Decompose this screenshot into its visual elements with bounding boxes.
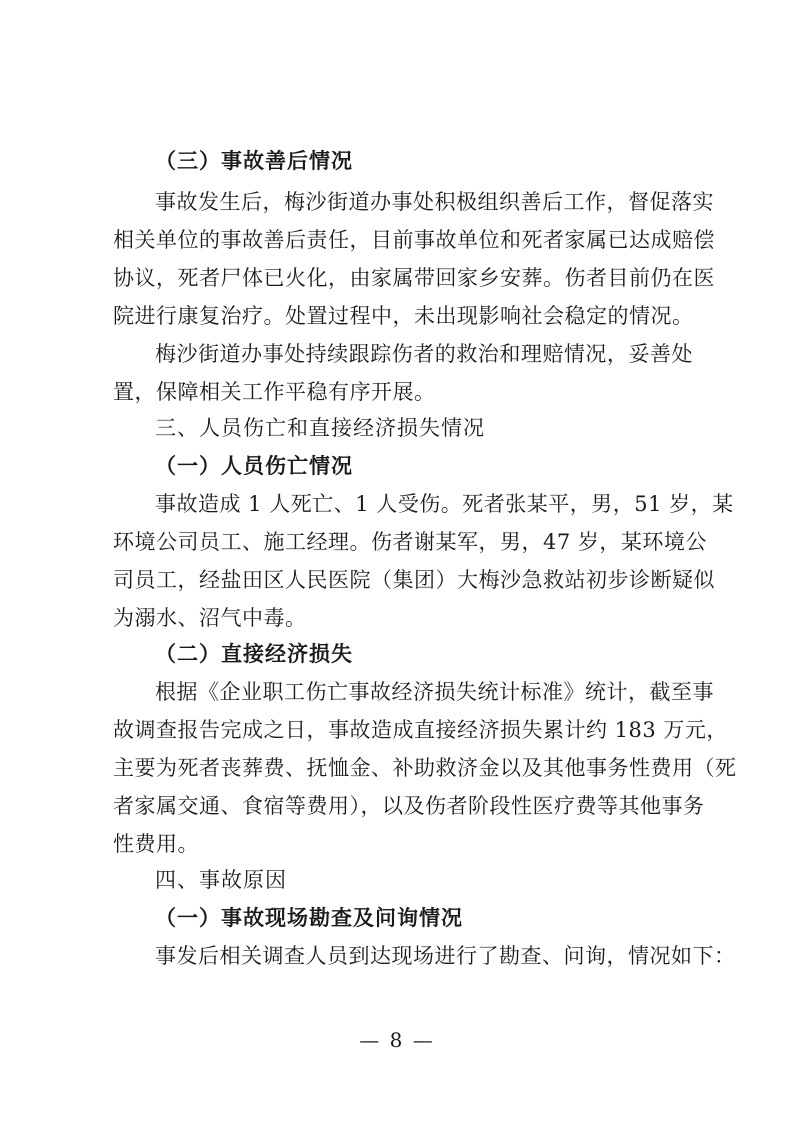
paragraph-line: 相关单位的事故善后责任，目前事故单位和死者家属已达成赔偿	[113, 228, 715, 252]
paragraph-line: 故调查报告完成之日，事故造成直接经济损失累计约 183 万元，	[113, 718, 728, 742]
section-heading-casualties: 三、人员伤亡和直接经济损失情况	[155, 416, 485, 440]
subheading-site-inspection: （一）事故现场勘查及问询情况	[155, 906, 463, 930]
paragraph-line: 置，保障相关工作平稳有序开展。	[113, 380, 436, 404]
section-heading-causes: 四、事故原因	[155, 868, 287, 892]
paragraph-line: 事故造成 1 人死亡、1 人受伤。死者张某平，男，51 岁，某	[155, 492, 734, 516]
paragraph-line: 性费用。	[113, 832, 199, 856]
paragraph-line: 梅沙街道办事处持续跟踪伤者的救治和理赔情况，妥善处	[155, 342, 693, 366]
paragraph-line: 司员工，经盐田区人民医院（集团）大梅沙急救站初步诊断疑似	[113, 568, 715, 592]
paragraph-line: 协议，死者尸体已火化，由家属带回家乡安葬。伤者目前仍在医	[113, 266, 715, 290]
paragraph-line: 为溺水、沼气中毒。	[113, 606, 307, 630]
paragraph-line: 事故发生后，梅沙街道办事处积极组织善后工作，督促落实	[155, 190, 714, 214]
paragraph-line: 根据《企业职工伤亡事故经济损失统计标准》统计，截至事	[155, 680, 714, 704]
page-number: — 8 —	[359, 1028, 435, 1052]
paragraph-line: 者家属交通、食宿等费用），以及伤者阶段性医疗费等其他事务	[113, 794, 705, 818]
subheading-aftermath: （三）事故善后情况	[155, 149, 353, 173]
paragraph-line: 院进行康复治疗。处置过程中，未出现影响社会稳定的情况。	[113, 304, 694, 328]
paragraph-line: 环境公司员工、施工经理。伤者谢某军，男，47 岁，某环境公	[113, 530, 707, 554]
subheading-casualties: （一）人员伤亡情况	[155, 454, 353, 478]
paragraph-line: 主要为死者丧葬费、抚恤金、补助救济金以及其他事务性费用（死	[113, 756, 737, 780]
paragraph-line: 事发后相关调查人员到达现场进行了勘查、问询，情况如下：	[155, 944, 736, 968]
subheading-economic-loss: （二）直接经济损失	[155, 642, 353, 666]
